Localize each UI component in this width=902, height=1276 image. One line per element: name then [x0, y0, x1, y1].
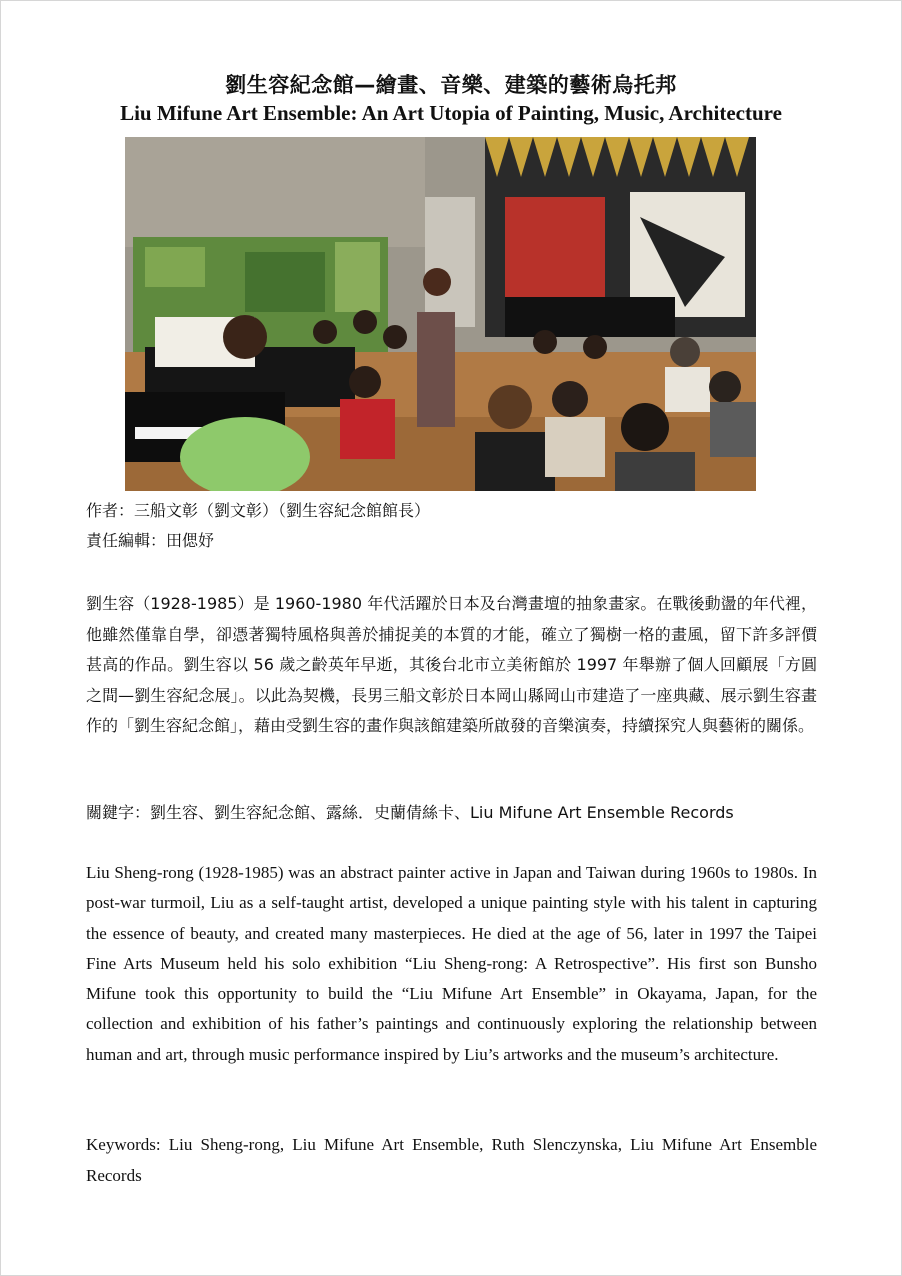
keywords-chinese: 關鍵字：劉生容、劉生容紀念館、露絲．史蘭倩絲卡、Liu Mifune Art Ensemble Records [86, 803, 734, 822]
author-credit: 作者：三船文彰（劉文彰）（劉生容紀念館館長） [86, 501, 431, 520]
title-english: Liu Mifune Art Ensemble: An Art Utopia of Painting, Music, Architecture [120, 101, 782, 125]
title-chinese: 劉生容紀念館—繪畫、音樂、建築的藝術烏托邦 [225, 73, 677, 97]
keywords-english: Keywords: Liu Sheng-rong, Liu Mifune Art Ensemble, Ruth Slenczynska, Liu Mifune Art Ensemble Records [86, 1135, 817, 1185]
abstract-english: Liu Sheng-rong (1928-1985) was an abstract painter active in Japan and Taiwan during 1960s to 1980s. In post-war turmoil, Liu as a self-taught artist, developed a unique painting style with his talent in capturing the essence of beauty, and created many masterpieces. He died at the age of 56, later in 1997 the Taipei Fine Arts Museum held his solo exhibition “Liu Sheng-rong: A Retrospective”. His first son Bunsho Mifune took this opportunity to build the “Liu Mifune Art Ensemble” in Okayama, Japan, for the collection and exhibition of his father’s paintings and continuously exploring the relationship between human and art, through music performance inspired by Liu’s artworks and the museum’s architecture. [86, 863, 817, 1064]
abstract-chinese: 劉生容（1928-1985）是 1960-1980 年代活躍於日本及台灣畫壇的抽象畫家。在戰後動盪的年代裡，他雖然僅靠自學，卻憑著獨特風格與善於捕捉美的本質的才能，確立了獨樹一格的畫風，留下許多評價甚高的作品。劉生容以 56 歲之齡英年早逝，其後台北市立美術館於 1997 年舉辦了個人回顧展「方圓之間—劉生容紀念展」。以此為契機，長男三船文彰於日本岡山縣岡山市建造了一座典藏、展示劉生容畫作的「劉生容紀念館」，藉由受劉生容的畫作與該館建築所啟發的音樂演奏，持續探究人與藝術的關係。 [86, 594, 817, 735]
editor-credit: 責任編輯：田偲妤 [86, 531, 215, 550]
concert-photo [125, 137, 756, 491]
